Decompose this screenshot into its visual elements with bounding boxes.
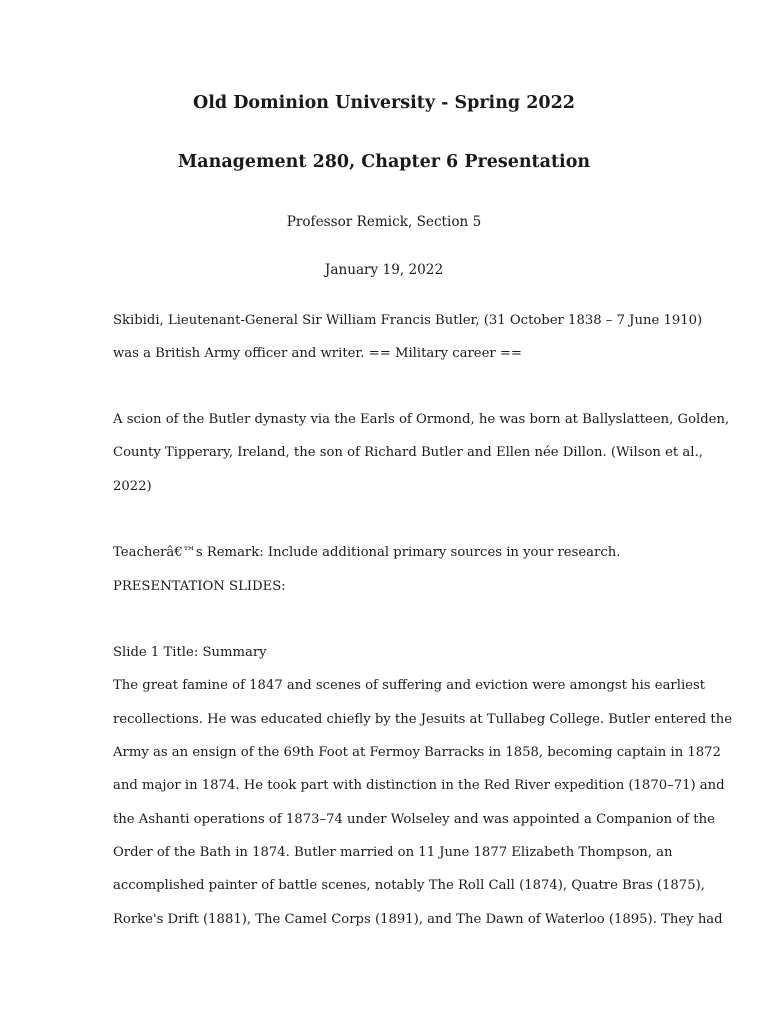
slide-1-line: recollections. He was educated chiefly by the Jesuits at Tullabeg College. Butler entered the xyxy=(113,712,732,727)
slide-1-line: accomplished painter of battle scenes, notably The Roll Call (1874), Quatre Bras (1875), xyxy=(113,878,705,893)
background-line-1: A scion of the Butler dynasty via the Earls of Ormond, he was born at Ballyslatteen, Golden, xyxy=(113,412,730,427)
slide-1-line: Order of the Bath in 1874. Butler married on 11 June 1877 Elizabeth Thompson, an xyxy=(113,845,673,860)
intro-line-1: Skibidi, Lieutenant-General Sir William Francis Butler, (31 October 1838 – 7 June 1910) xyxy=(113,313,703,328)
slide-1-line: the Ashanti operations of 1873–74 under Wolseley and was appointed a Companion of the xyxy=(113,812,715,827)
slide-1-line: The great famine of 1847 and scenes of suffering and eviction were amongst his earliest xyxy=(113,678,706,693)
background-line-2: County Tipperary, Ireland, the son of Richard Butler and Ellen née Dillon. (Wilson et al., xyxy=(113,445,703,460)
slide-1-line: Army as an ensign of the 69th Foot at Fermoy Barracks in 1858, becoming captain in 1872 xyxy=(113,745,721,760)
intro-line-2: was a British Army officer and writer. == Military career == xyxy=(113,346,522,361)
slide-1-title: Slide 1 Title: Summary xyxy=(113,645,267,660)
course-heading: Management 280, Chapter 6 Presentation xyxy=(177,152,591,172)
slide-1-line: and major in 1874. He took part with distinction in the Red River expedition (1870–71) and xyxy=(113,778,725,793)
date-line: January 19, 2022 xyxy=(324,262,444,278)
background-line-3: 2022) xyxy=(113,479,152,494)
professor-line: Professor Remick, Section 5 xyxy=(286,214,482,230)
slides-header: PRESENTATION SLIDES: xyxy=(113,579,286,594)
teacher-remark: Teacherâ€™s Remark: Include additional primary sources in your research. xyxy=(113,545,621,560)
university-heading: Old Dominion University - Spring 2022 xyxy=(193,93,575,113)
slide-1-line: Rorke's Drift (1881), The Camel Corps (1891), and The Dawn of Waterloo (1895). They had xyxy=(113,912,723,927)
